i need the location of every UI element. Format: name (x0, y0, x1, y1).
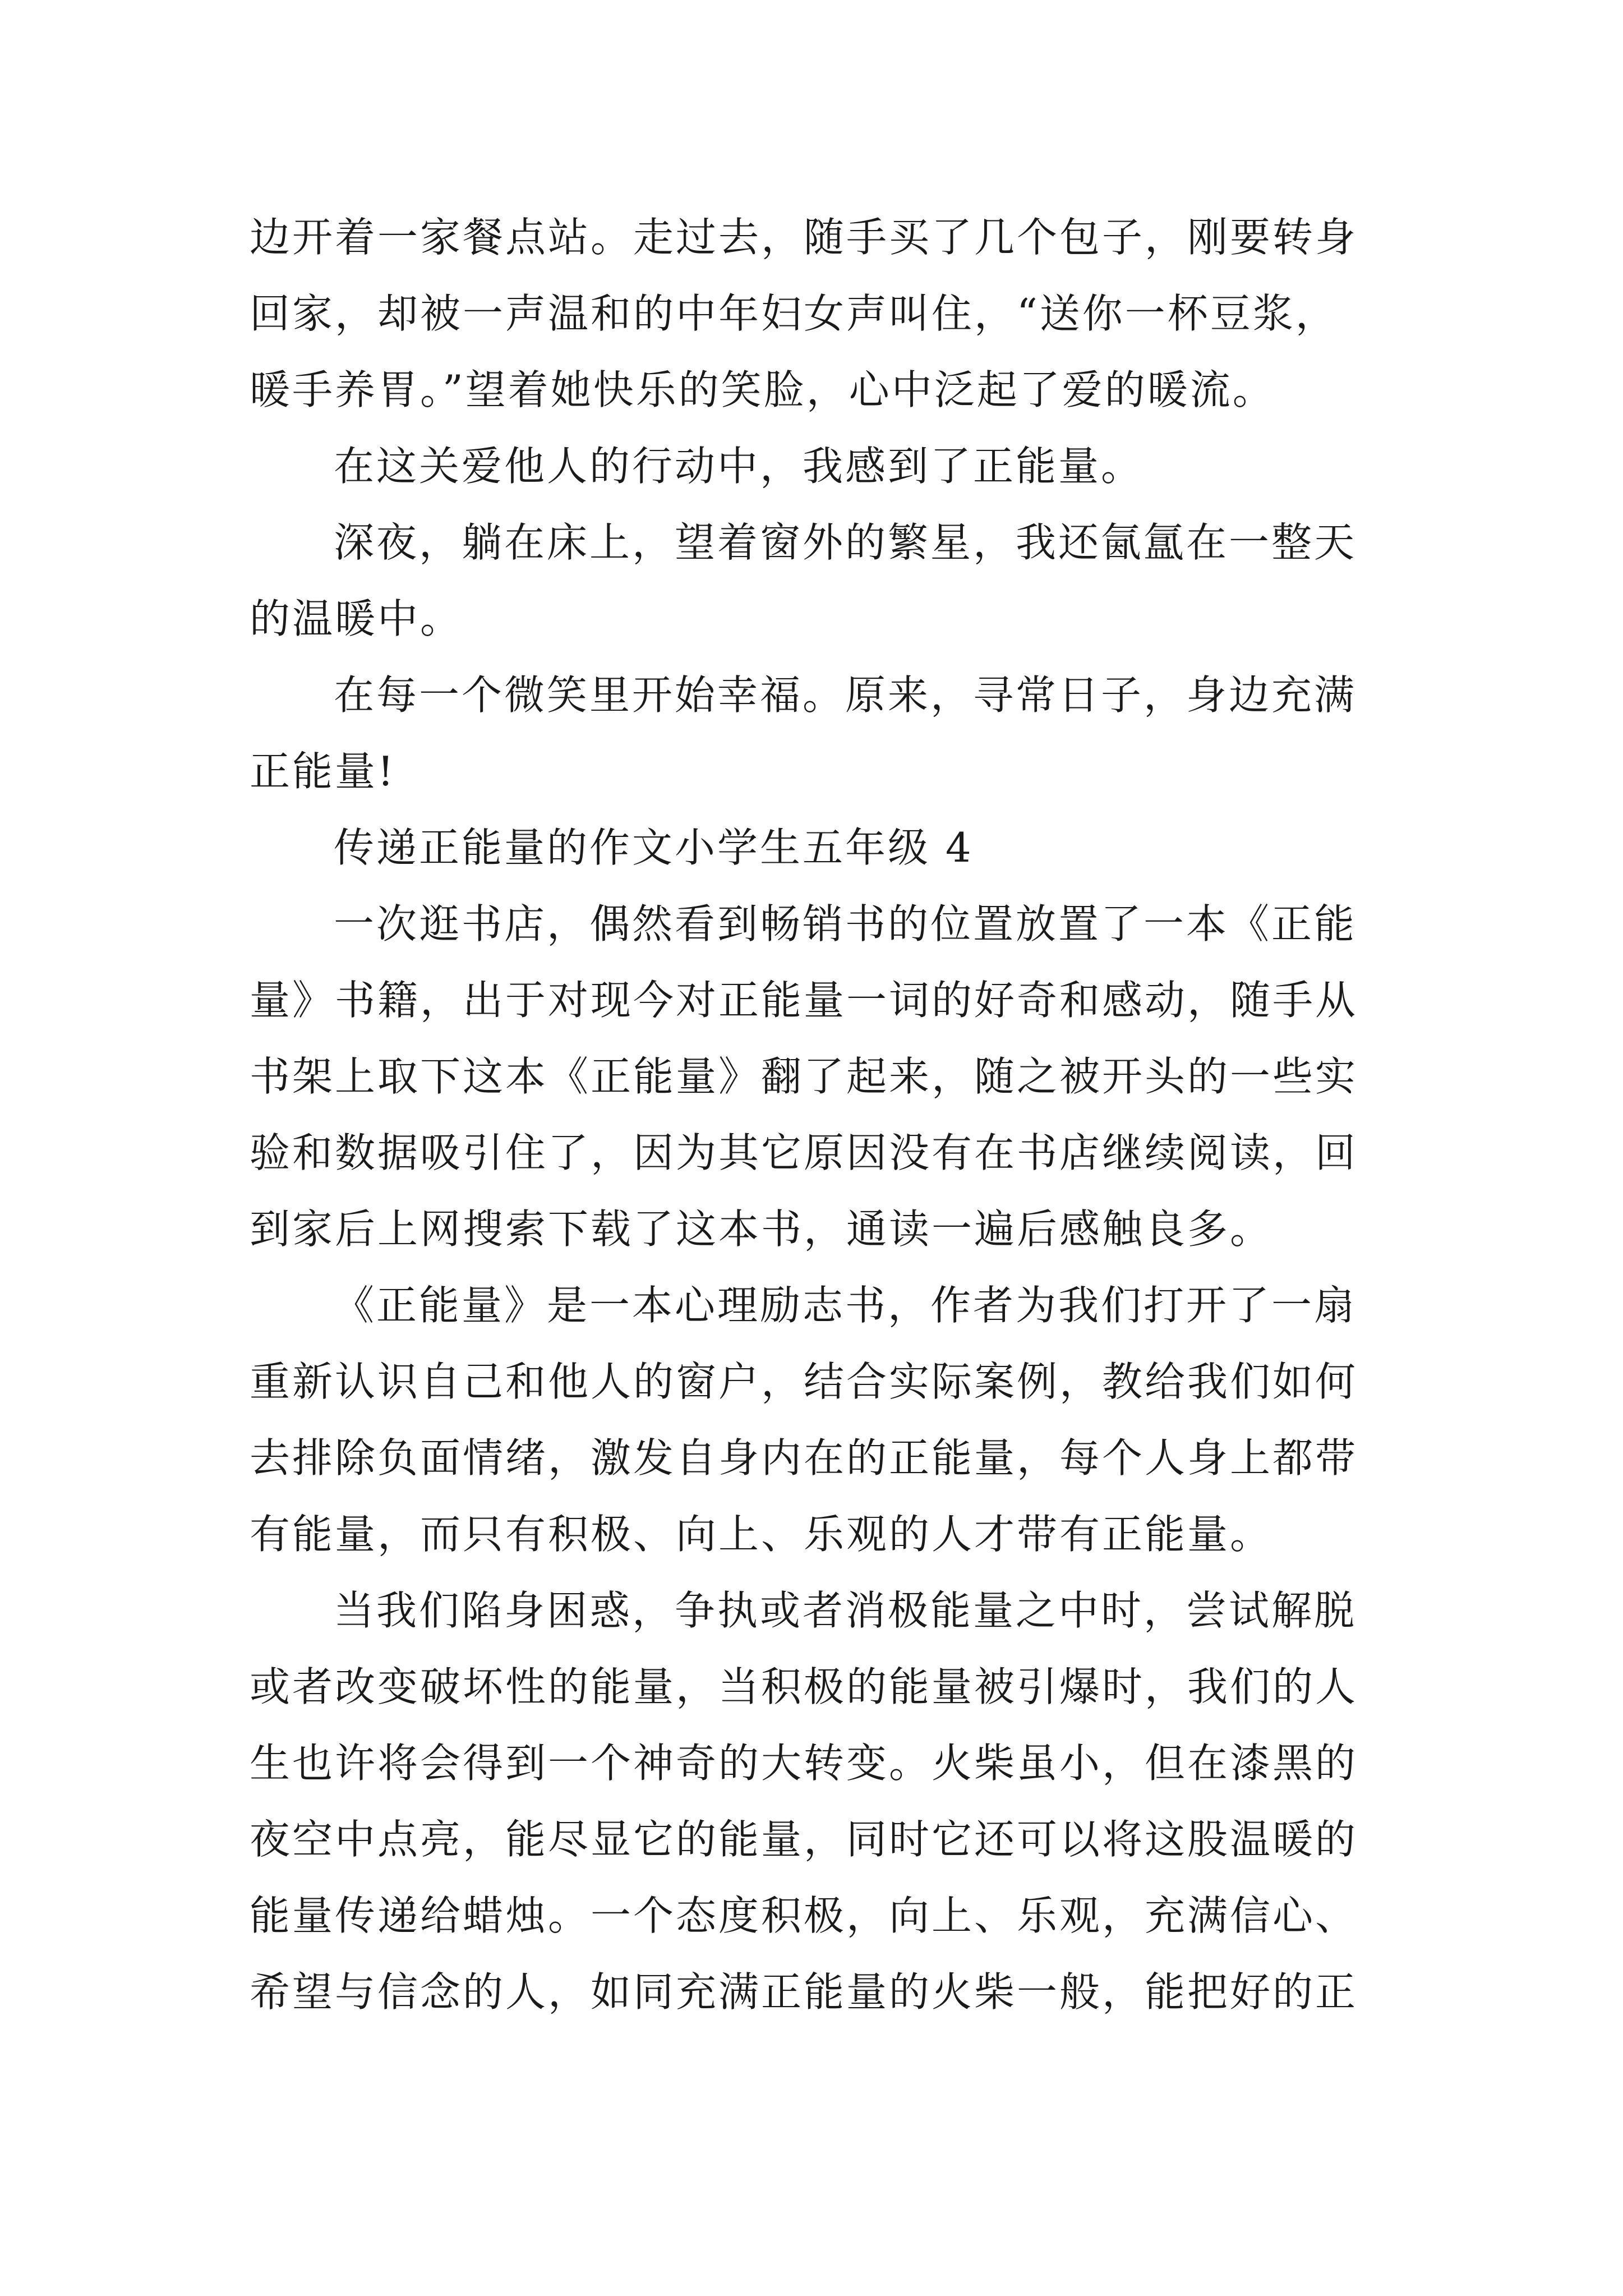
text-line: 的温暖中。 (250, 595, 463, 642)
text-line: 验和数据吸引住了，因为其它原因没有在书店继续阅读，回 (250, 1129, 1358, 1176)
text-line: 或者改变破坏性的能量，当积极的能量被引爆时，我们的人 (250, 1663, 1358, 1710)
paragraph-start-line: 当我们陷身困惑，争执或者消极能量之中时，尝试解脱 (334, 1587, 1357, 1634)
text-line: 生也许将会得到一个神奇的大转变。火柴虽小，但在漆黑的 (250, 1740, 1358, 1787)
section-heading: 传递正能量的作文小学生五年级 4 (334, 824, 974, 871)
text-line: 到家后上网搜索下载了这本书，通读一遍后感触良多。 (250, 1205, 1273, 1253)
paragraph-start-line: 深夜，躺在床上，望着窗外的繁星，我还氤氲在一整天 (334, 519, 1357, 566)
text-line: 回家，却被一声温和的中年妇女声叫住，“送你一杯豆浆， (250, 290, 1338, 337)
paragraph-start-line: 《正能量》是一本心理励志书，作者为我们打开了一扇 (334, 1282, 1357, 1329)
text-line: 正能量! (250, 748, 396, 795)
text-line: 有能量，而只有积极、向上、乐观的人才带有正能量。 (250, 1511, 1273, 1558)
text-line: 书架上取下这本《正能量》翻了起来，随之被开头的一些实 (250, 1053, 1358, 1100)
text-line: 去排除负面情绪，激发自身内在的正能量，每个人身上都带 (250, 1434, 1358, 1481)
paragraph-start-line: 一次逛书店，偶然看到畅销书的位置放置了一本《正能 (334, 900, 1357, 947)
text-line: 重新认识自己和他人的窗户，结合实际案例，教给我们如何 (250, 1358, 1358, 1405)
text-line: 夜空中点亮，能尽显它的能量，同时它还可以将这股温暖的 (250, 1816, 1358, 1863)
text-line: 边开着一家餐点站。走过去，随手买了几个包子，刚要转身 (250, 214, 1358, 261)
text-line: 能量传递给蜡烛。一个态度积极，向上、乐观，充满信心、 (250, 1892, 1358, 1939)
text-line: 希望与信念的人，如同充满正能量的火柴一般，能把好的正 (250, 1968, 1358, 2016)
paragraph-start-line: 在这关爱他人的行动中，我感到了正能量。 (334, 443, 1144, 490)
document-body (250, 199, 1394, 2030)
text-line: 量》书籍，出于对现今对正能量一词的好奇和感动，随手从 (250, 977, 1358, 1024)
text-line: 暖手养胃。”望着她快乐的笑脸，心中泛起了爱的暖流。 (250, 366, 1275, 413)
paragraph-start-line: 在每一个微笑里开始幸福。原来，寻常日子，身边充满 (334, 671, 1357, 719)
